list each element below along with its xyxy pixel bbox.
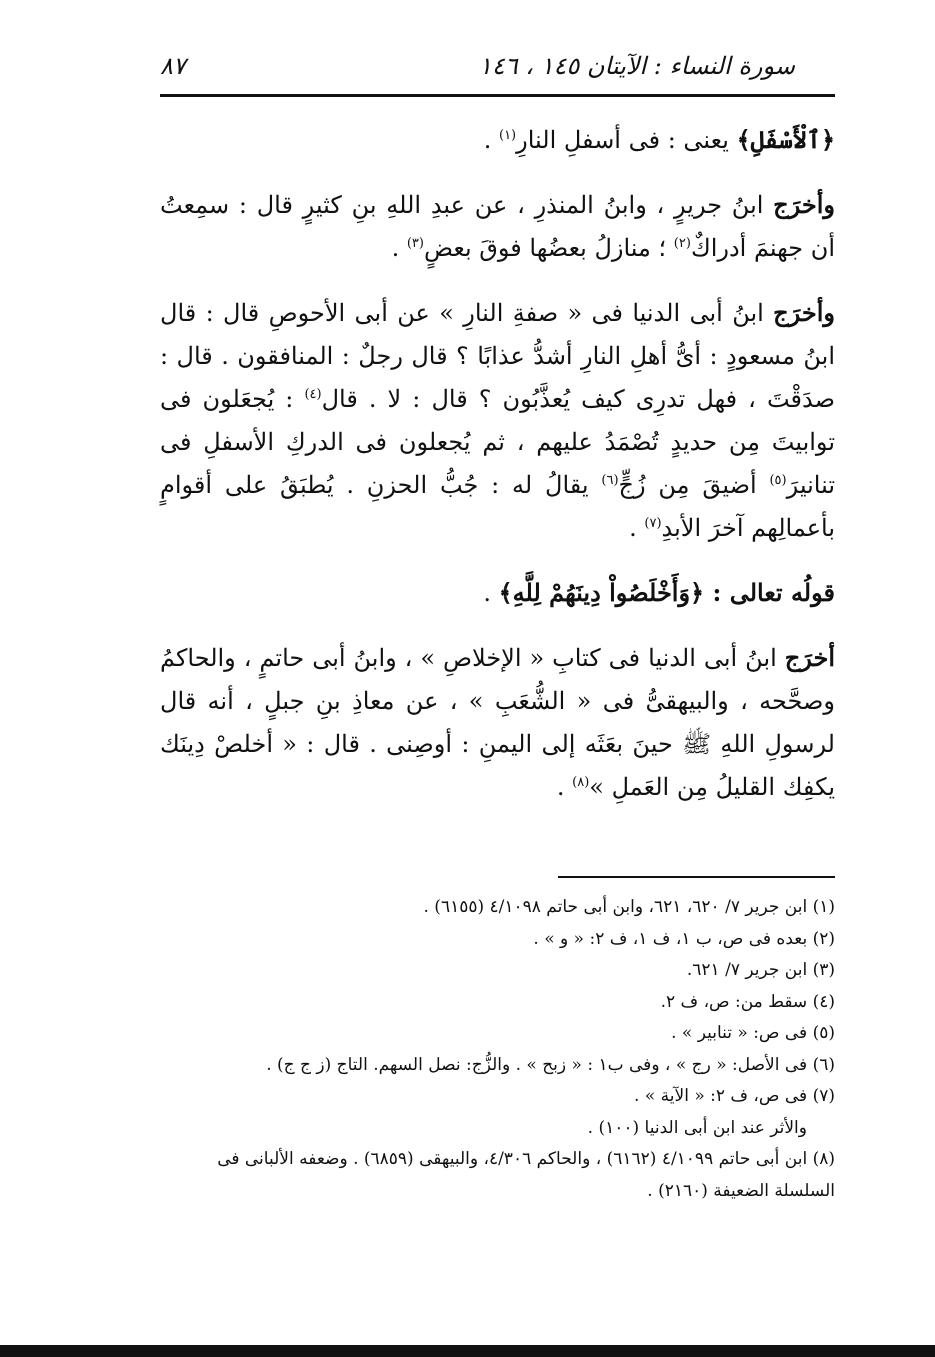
page-number: ٨٧: [160, 52, 186, 80]
p3-text3: أضيقَ مِن زُجٍّ: [618, 471, 770, 499]
p5-end: .: [556, 773, 573, 801]
main-text: [160, 118, 835, 809]
p1-text: يعنى : فى أسفلِ النارِ: [516, 126, 737, 154]
running-header: [160, 44, 835, 94]
footnotes: [160, 892, 835, 1207]
footnote-ref-4[interactable]: (٤): [304, 387, 322, 402]
paragraph-3: [160, 291, 835, 550]
footnote-5: (٥) فى ص: « تنابير » .: [671, 1023, 835, 1043]
p2-lead: وأخرَج: [773, 190, 835, 219]
footnote-rule: [558, 876, 835, 878]
footnote-ref-8[interactable]: (٨): [572, 775, 590, 790]
footnote-7-continuation: والأثر عند ابن أبى الدنيا (١٠٠) .: [587, 1117, 807, 1138]
footnote-7: (٧) فى ص، ف ٢: « الآية » .: [634, 1086, 835, 1106]
p3-text2: : يُجعَلون فى توابيتَ مِن حديدٍ تُصْمَدُ عليهم ، ثم يُجعلون فى الدركِ الأسفلِ فى تنانيرَ: [160, 385, 835, 499]
p2-text2: ؛ منازلُ بعضُها فوقَ بعضٍ: [423, 234, 674, 262]
paragraph-4: [160, 571, 835, 615]
footnote-3: (٣) ابن جرير ٧/ ٦٢١.: [686, 960, 835, 980]
quran-word: ﴿ٱلْأَسْفَلِ﴾: [736, 125, 835, 154]
footnote-ref-5[interactable]: (٥): [769, 473, 787, 488]
paragraph-2: [160, 183, 835, 270]
paragraph-5: [160, 636, 835, 809]
footnote-ref-3[interactable]: (٣): [406, 236, 424, 251]
header-rule: [160, 94, 835, 97]
header-title: سورة النساء : الآيتان ١٤٥ ، ١٤٦: [478, 52, 795, 80]
paragraph-1: [160, 118, 835, 162]
scan-bottom-edge: [0, 1345, 935, 1357]
p3-text: ابنُ أبى الدنيا فى « صفةِ النارِ » عن أبى الأحوصِ قال : قال ابنُ مسعودٍ : أىُّ أهلِ النارِ أشدُّ عذابًا ؟ قال رجلٌ : المنافقون . قال : صدَقْتَ ، فهل تدرِى كيف يُعذَّبُون ؟ قال : لا . قال: [160, 299, 835, 413]
footnote-1: (١) ابن جرير ٧/ ٦٢٠، ٦٢١، وابن أبى حاتم ٤/١٠٩٨ (٦١٥٥) .: [423, 897, 835, 917]
p4-lead: قولُه تعالى :: [712, 578, 835, 607]
footnote-ref-6[interactable]: (٦): [601, 473, 619, 488]
footnote-6: (٦) فى الأصل: « رج » ، وفى ب١ : « زبح » . والزُّج: نصل السهم. التاج (ز ج ج) .: [266, 1054, 835, 1075]
p3-end: .: [629, 514, 645, 542]
p3-text4: يقالُ له : جُبُّ الحزنِ . يُطبَقُ على أقوامٍ بأعمالِهم آخرَ الأبدِ: [160, 471, 835, 542]
p2-end: .: [391, 234, 407, 262]
footnote-ref-7[interactable]: (٧): [644, 516, 662, 531]
p5-text: ابنُ أبى الدنيا فى كتابِ « الإخلاصِ » ، وابنُ أبى حاتمٍ ، والحاكمُ وصحَّحه ، والبيهقىُّ فى « الشُّعَبِ » ، عن معاذِ بنِ جبلٍ ، أنه قال لرسولِ اللهِ ﷺ حينَ بعَثَه إلى اليمنِ : أوصِنى . قال : « أخلصْ دِينَك يكفِك القليلُ مِن العَملِ »: [160, 644, 835, 801]
footnote-2: (٢) بعده فى ص، ب ١، ف ١، ف ٢: « و » .: [533, 928, 835, 949]
footnote-ref-2[interactable]: (٢): [673, 236, 691, 251]
p2-text: ابنُ جريرٍ ، وابنُ المنذرِ ، عن عبدِ اللهِ بنِ كثيرٍ قال : سمِعتُ أن جهنمَ أدراكٌ: [160, 191, 835, 262]
footnote-8: (٨) ابن أبى حاتم ٤/١٠٩٩ (٦١٦٢) ، والحاكم ٤/٣٠٦، والبيهقى (٦٨٥٩) . وضعفه الألبانى فى السلسلة الضعيفة (٢١٦٠) .: [217, 1149, 835, 1201]
p4-end: .: [483, 579, 499, 607]
footnote-4: (٤) سقط من: ص، ف ٢.: [660, 991, 835, 1012]
footnote-ref-1[interactable]: (١): [498, 128, 517, 143]
p3-lead: وأخرَج: [773, 298, 835, 327]
p5-lead: أخرَج: [784, 643, 835, 672]
quran-verse: ﴿وَأَخْلَصُواْ دِينَهُمْ لِلَّهِ﴾: [498, 578, 713, 607]
p1-end: .: [483, 126, 499, 154]
